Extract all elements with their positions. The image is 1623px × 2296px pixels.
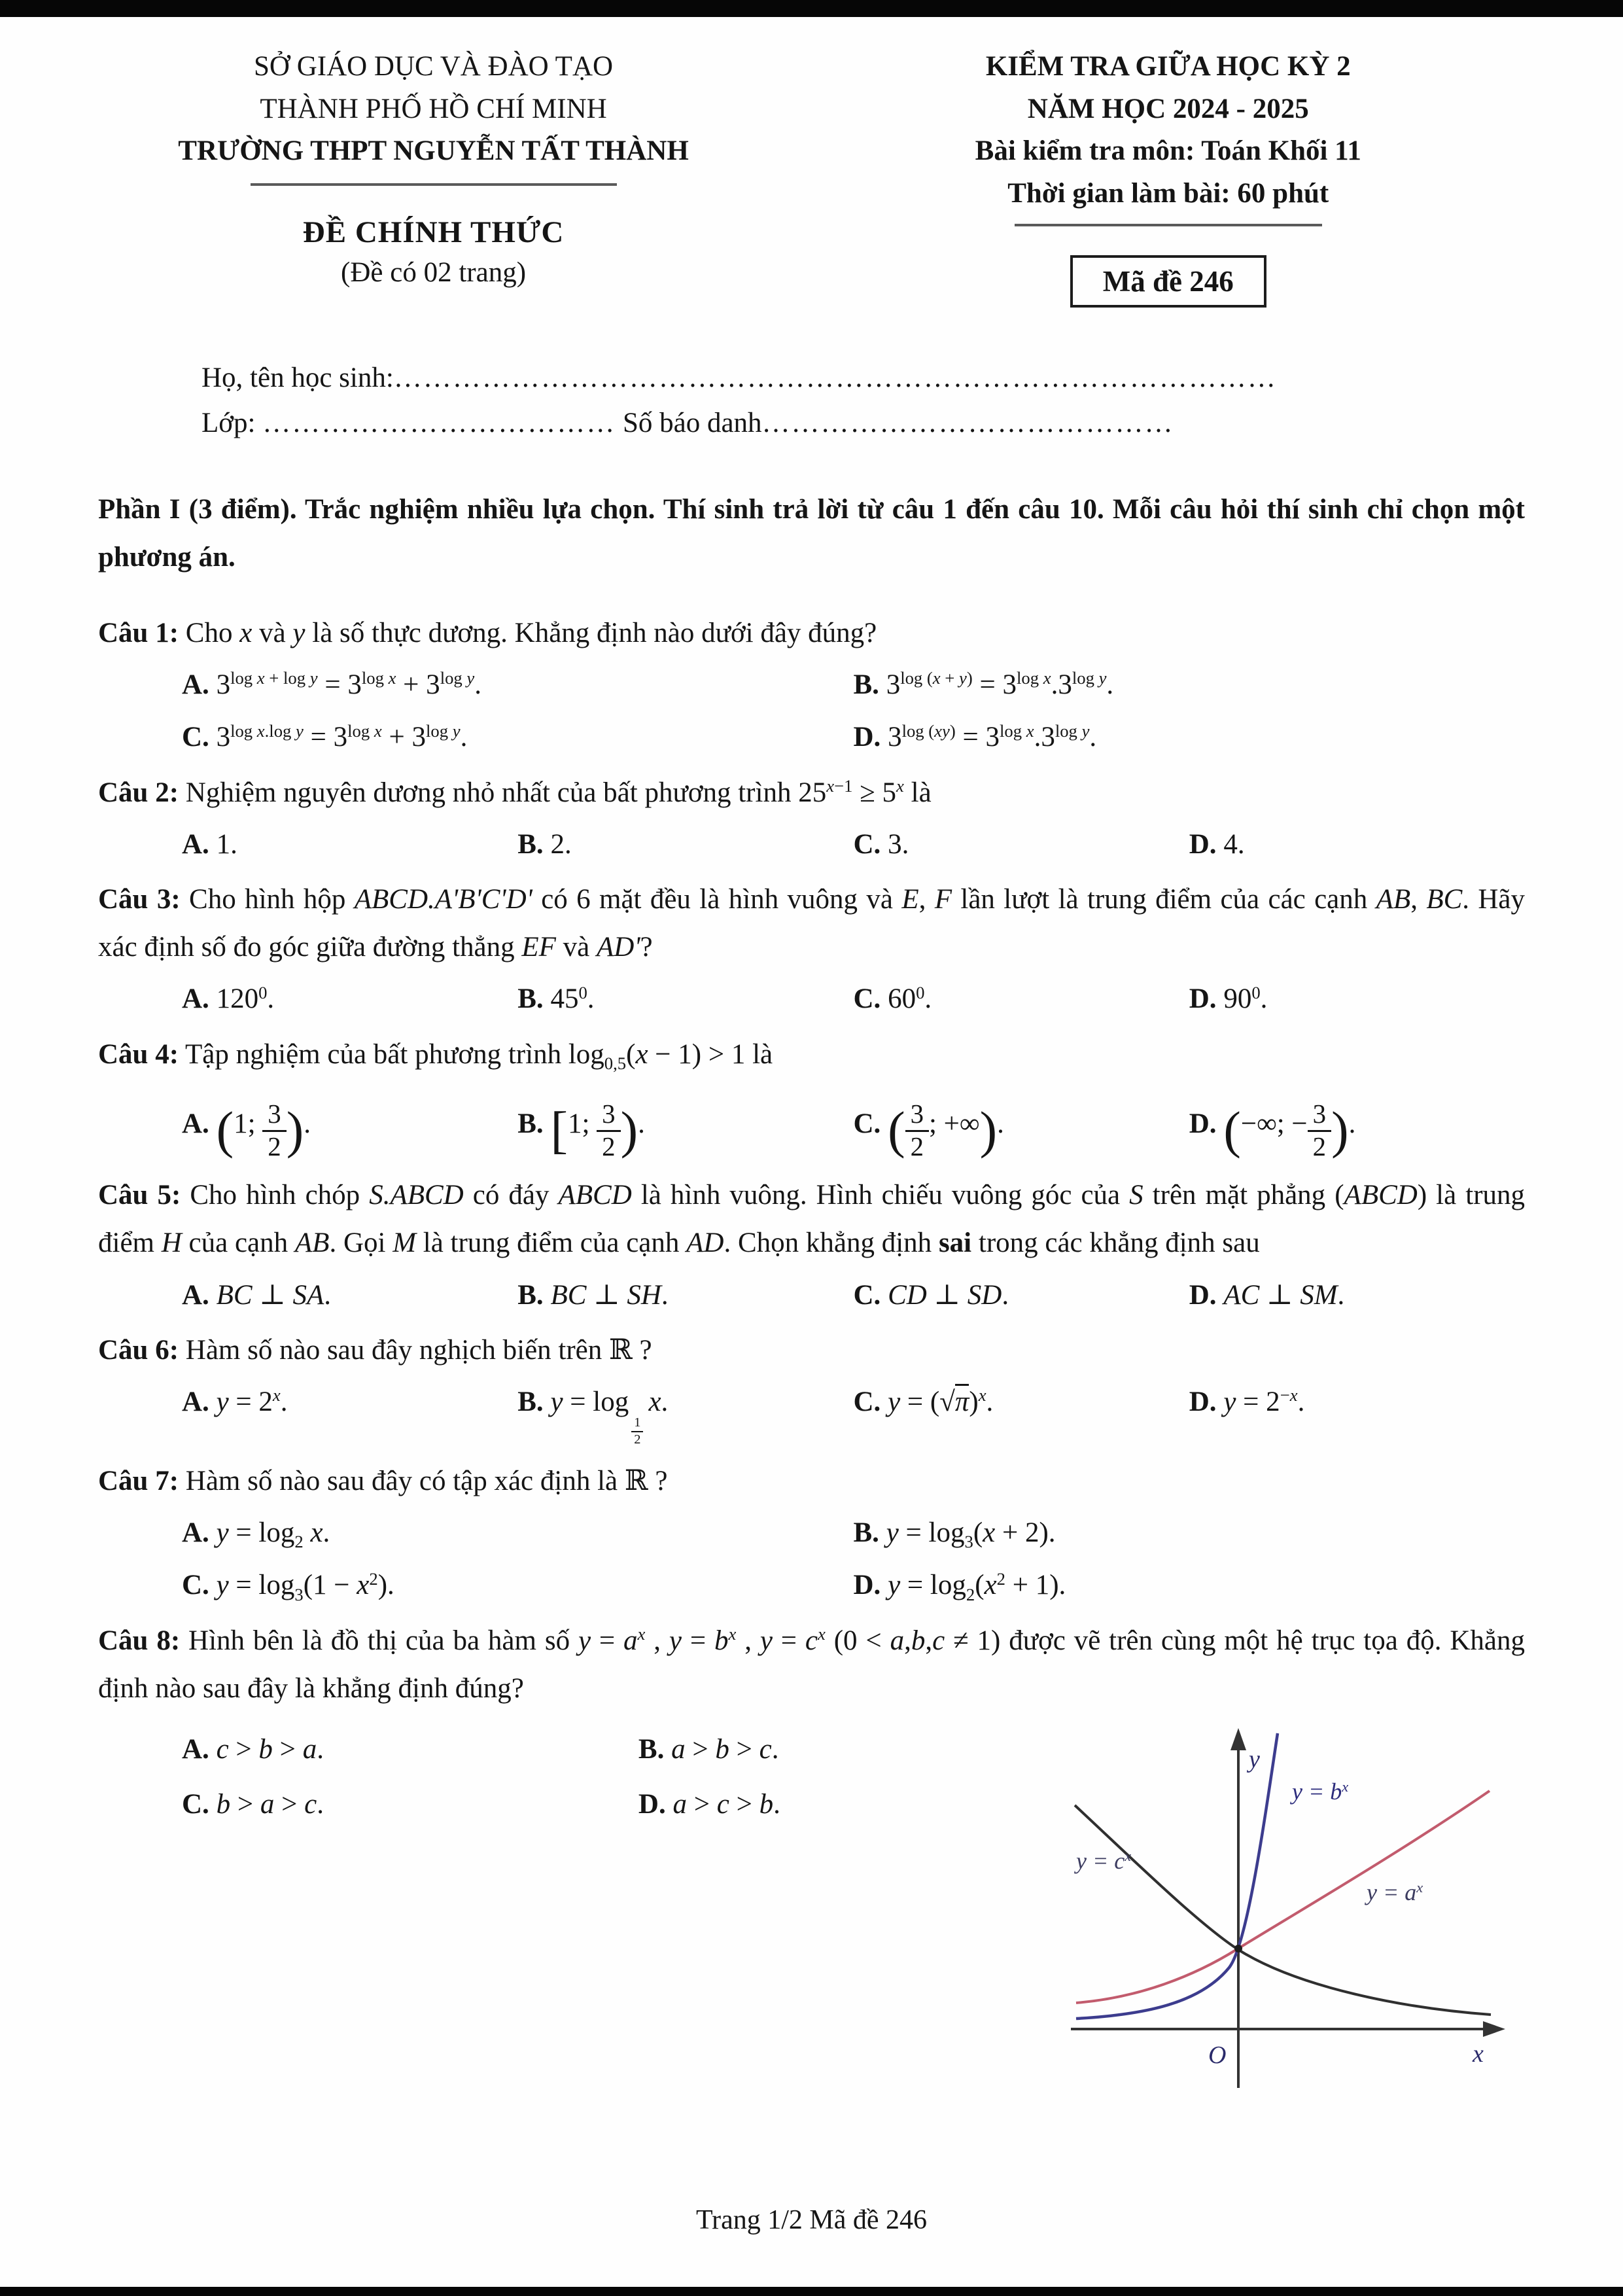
q5-option-A-value: BC ⊥ SA. [216, 1279, 331, 1311]
q5-option-C-letter: C. [853, 1279, 881, 1311]
q4-option-B [517, 1101, 853, 1161]
q3-option-D-letter: D. [1189, 983, 1217, 1015]
question-1 [98, 609, 1525, 758]
q5-option-A [182, 1275, 517, 1316]
q3-option-B [517, 979, 853, 1019]
q3-option-A [182, 979, 517, 1019]
question-3-body: Cho hình hộp ABCD.A'B'C'D' có 6 mặt đều là hình vuông và E, F lần lượt là trung điểm của các cạnh AB, BC. Hãy xác định số đo góc giữa đường thẳng EF và AD'? [98, 884, 1526, 963]
exam-code-box: Mã đề 246 [1070, 255, 1266, 308]
question-8-text [98, 1617, 1525, 1712]
q4-option-D [1189, 1101, 1525, 1161]
question-6-label: Câu 6: [98, 1334, 179, 1366]
q3-option-B-letter: B. [517, 983, 544, 1015]
q3-option-B-value: $45^0$. [550, 982, 595, 1015]
q5-option-A-letter: A. [182, 1279, 209, 1311]
q1-option-C-value: $3^{log x.log y} = 3^{log x} + 3^{log y}$. [216, 720, 468, 753]
q6-option-D-value: $y = 2^{-x}$. [1223, 1385, 1305, 1417]
question-5-text [98, 1171, 1525, 1267]
q6-option-C-value: $y = (√\pi)^x$. [888, 1386, 993, 1417]
q2-option-B [517, 824, 853, 865]
q2-option-C [854, 824, 1189, 865]
question-5-options [98, 1275, 1525, 1316]
student-info [201, 356, 1525, 446]
q7-option-D [854, 1565, 1526, 1606]
q6-option-A-letter: A. [182, 1386, 209, 1417]
q5-option-D-value: AC ⊥ SM. [1223, 1279, 1345, 1311]
q7-option-A-letter: A. [182, 1517, 209, 1549]
question-4-text [98, 1031, 1525, 1078]
question-5-label: Câu 5: [98, 1180, 181, 1211]
student-class-label: Lớp: [201, 407, 256, 438]
question-8-options [98, 1729, 1095, 1826]
q4-option-B-value: [1; $\frac{3}{2}$ ). [550, 1099, 645, 1161]
intersection-point [1234, 1945, 1242, 1952]
q4-option-C-letter: C. [853, 1108, 881, 1139]
q7-option-B-value: $y = \log_3(x + 2)$. [886, 1517, 1056, 1552]
curve-b-label: $y = b^x$ [1292, 1778, 1349, 1805]
student-sbd-blank: …………………………………… [761, 407, 1174, 438]
q8-option-C-letter: C. [182, 1789, 209, 1820]
q1-option-A-value: $3^{log x + log y} = 3^{log x} + 3^{log y}$. [216, 668, 482, 700]
q7-option-D-letter: D. [853, 1570, 881, 1601]
question-3-label: Câu 3: [98, 884, 181, 915]
q6-option-D-letter: D. [1189, 1386, 1217, 1417]
q4-option-C [854, 1101, 1189, 1161]
question-8 [98, 1617, 1525, 2069]
exam-title: KIỂM TRA GIỮA HỌC KỲ 2 [985, 51, 1351, 82]
question-6-body: Hàm số nào sau đây nghịch biến trên ℝ ? [185, 1334, 652, 1366]
q4-option-A [182, 1101, 517, 1161]
q8-option-A [182, 1729, 638, 1770]
q7-option-B [854, 1513, 1526, 1553]
q3-option-C [854, 979, 1189, 1019]
student-sbd-label: Số báo danh [622, 407, 762, 438]
x-axis-arrow [1483, 2021, 1505, 2037]
q1-option-C-letter: C. [182, 722, 209, 753]
curve-c-label: $y = c^x$ [1076, 1847, 1132, 1874]
q6-option-B [517, 1382, 853, 1447]
x-axis-label: x [1473, 2040, 1484, 2068]
q1-option-C [182, 717, 854, 758]
q3-option-A-letter: A. [182, 983, 209, 1015]
q1-option-B-value: $3^{log (x + y)} = 3^{log x}.3^{log y}$. [886, 668, 1114, 700]
school-name: TRƯỜNG THPT NGUYỄN TẤT THÀNH [178, 135, 689, 166]
header-right [812, 46, 1526, 308]
q1-option-A [182, 665, 854, 705]
question-2 [98, 769, 1525, 865]
y-axis-label: y [1249, 1745, 1260, 1773]
q7-option-D-value: $y = \log_2(x^2 + 1)$. [888, 1568, 1066, 1604]
official-exam-label: ĐỀ CHÍNH THỨC [302, 215, 565, 249]
question-7-options [98, 1513, 1525, 1606]
q1-option-B-letter: B. [853, 669, 879, 700]
question-6 [98, 1326, 1525, 1447]
q8-option-D [638, 1784, 1095, 1825]
question-1-label: Câu 1: [98, 617, 179, 648]
question-6-text [98, 1326, 1525, 1374]
question-7-body: Hàm số nào sau đây có tập xác định là ℝ ? [185, 1466, 668, 1497]
city-name: THÀNH PHỐ HỒ CHÍ MINH [260, 93, 607, 124]
q6-option-C [854, 1382, 1189, 1447]
q4-option-D-letter: D. [1189, 1108, 1217, 1139]
origin-label: O [1208, 2041, 1227, 2069]
question-1-options [98, 665, 1525, 758]
question-3-text [98, 875, 1525, 971]
exponential-graph [1062, 1715, 1513, 2108]
q7-option-A-value: $y = \log_2 x$. [216, 1517, 330, 1552]
q7-option-C [182, 1565, 854, 1606]
question-2-text [98, 769, 1525, 817]
q8-option-C-value: b > a > c. [216, 1789, 324, 1820]
q2-option-D-value: 4. [1223, 828, 1245, 860]
exam-subject: Bài kiểm tra môn: Toán Khối 11 [975, 135, 1361, 166]
q8-option-B-letter: B. [638, 1734, 665, 1765]
part1-intro: Phần I (3 điểm). Trắc nghiệm nhiều lựa chọn. Thí sinh trả lời từ câu 1 đến câu 10. Mỗi câu hỏi thí sinh chỉ chọn một phương án. [98, 493, 1525, 573]
question-2-options [98, 824, 1525, 865]
q3-option-D-value: $90^0$. [1223, 982, 1268, 1015]
pages-note: (Đề có 02 trang) [341, 256, 527, 288]
question-3 [98, 875, 1525, 1020]
q4-option-D-value: (−∞; − $\frac{3}{2}$ ). [1223, 1099, 1356, 1161]
q2-option-A-value: 1. [216, 828, 237, 860]
q5-option-C [854, 1275, 1189, 1316]
q5-option-B-value: BC ⊥ SH. [550, 1279, 669, 1311]
q6-option-A-value: $y = 2^x$. [216, 1385, 288, 1417]
q3-option-C-letter: C. [853, 983, 881, 1015]
q6-option-B-value: y = log $\frac{1}{2}$ x. [550, 1386, 669, 1447]
question-7 [98, 1457, 1525, 1606]
q2-option-D-letter: D. [1189, 828, 1217, 860]
question-4-body: Tập nghiệm của bất phương trình $\log_{0,5}(x - 1) > 1$ là [185, 1038, 773, 1073]
question-3-options [98, 979, 1525, 1019]
question-8-label: Câu 8: [98, 1625, 181, 1656]
q7-option-C-letter: C. [182, 1570, 209, 1601]
q2-option-C-letter: C. [853, 828, 881, 860]
scan-border-bottom [0, 2287, 1623, 2296]
question-2-body: Nghiệm nguyên dương nhỏ nhất của bất phương trình $25^{x-1} \ge 5^x$ là [185, 775, 932, 808]
header-left-divider [251, 183, 617, 186]
student-name-blank: ……………………………………………………………………………… [393, 362, 1277, 393]
page-footer: Trang 1/2 Mã đề 246 [695, 2205, 928, 2235]
question-5-body: Cho hình chóp S.ABCD có đáy ABCD là hình vuông. Hình chiếu vuông góc của S trên mặt phẳng (ABCD) là trung điểm H của cạnh AB. Gọi M là trung điểm của cạnh AD. Chọn khẳng định sai trong các khẳng định sau [98, 1180, 1526, 1259]
question-7-text [98, 1457, 1525, 1505]
q4-option-B-letter: B. [517, 1108, 544, 1139]
q5-option-C-value: CD ⊥ SD. [888, 1279, 1009, 1311]
q6-option-D [1189, 1382, 1525, 1447]
q8-option-B [638, 1729, 1095, 1770]
q3-option-D [1189, 979, 1525, 1019]
header-right-divider [1015, 224, 1322, 226]
q8-option-D-letter: D. [638, 1789, 666, 1820]
q2-option-D [1189, 824, 1525, 865]
student-name-line [201, 356, 1525, 401]
student-class-blank: ……………………………… [262, 407, 616, 438]
question-8-body: Hình bên là đồ thị của ba hàm số $y = a^x$ , $y = b^x$ , $y = c^x$ (0 < a,b,c ≠ 1) được vẽ trên cùng một hệ trục tọa độ. Khẳng định nào sau đây là khẳng định đúng? [98, 1624, 1525, 1704]
q2-option-C-value: 3. [888, 828, 909, 860]
q2-option-B-letter: B. [517, 828, 544, 860]
y-axis-arrow [1230, 1728, 1246, 1750]
q7-option-B-letter: B. [853, 1517, 879, 1549]
q8-option-A-letter: A. [182, 1734, 209, 1765]
school-year: NĂM HỌC 2024 - 2025 [1027, 93, 1309, 124]
q6-option-A [182, 1382, 517, 1447]
q3-option-C-value: $60^0$. [888, 982, 932, 1015]
question-5 [98, 1171, 1525, 1316]
q8-option-B-value: a > b > c. [671, 1734, 779, 1765]
q1-option-D-value: $3^{log (xy)} = 3^{log x}.3^{log y}$. [888, 720, 1097, 753]
graph-canvas [1062, 1715, 1513, 2108]
q8-option-C [182, 1784, 638, 1825]
question-6-options [98, 1382, 1525, 1447]
q4-option-C-value: ( $\frac{3}{2}$ ; +∞). [888, 1099, 1004, 1161]
q7-option-C-value: $y = \log_3(1 - x^2)$. [216, 1568, 394, 1604]
curve-a-label: $y = a^x$ [1367, 1879, 1423, 1905]
q1-option-B [854, 665, 1526, 705]
q2-option-A [182, 824, 517, 865]
question-4-options [98, 1101, 1525, 1161]
q2-option-B-value: 2. [550, 828, 572, 860]
q1-option-D-letter: D. [853, 722, 881, 753]
q3-option-A-value: $120^0$. [216, 982, 275, 1015]
q7-option-A [182, 1513, 854, 1553]
q6-option-B-letter: B. [517, 1386, 544, 1417]
q5-option-D-letter: D. [1189, 1279, 1217, 1311]
q5-option-D [1189, 1275, 1525, 1316]
q5-option-B [517, 1275, 853, 1316]
question-1-body: Cho x và y là số thực dương. Khẳng định nào dưới đây đúng? [185, 617, 877, 648]
q6-option-C-letter: C. [853, 1386, 881, 1417]
q1-option-D [854, 717, 1526, 758]
student-name-label: Họ, tên học sinh: [201, 362, 394, 393]
exam-header [98, 46, 1525, 308]
q2-option-A-letter: A. [182, 828, 209, 860]
department-name: SỞ GIÁO DỤC VÀ ĐÀO TẠO [253, 51, 614, 82]
q4-option-A-value: (1; $\frac{3}{2}$ ). [216, 1099, 311, 1161]
exam-duration: Thời gian làm bài: 60 phút [1007, 177, 1329, 209]
curve-b-exponential-steep [1076, 1733, 1278, 2019]
curve-c-exponential-decreasing [1075, 1805, 1491, 2015]
q1-option-A-letter: A. [182, 669, 209, 700]
q8-option-D-value: a > c > b. [672, 1789, 780, 1820]
question-2-label: Câu 2: [98, 777, 179, 808]
q4-option-A-letter: A. [182, 1108, 209, 1139]
question-7-label: Câu 7: [98, 1466, 179, 1497]
q8-option-A-value: c > b > a. [216, 1734, 324, 1765]
question-1-text [98, 609, 1525, 657]
q5-option-B-letter: B. [517, 1279, 544, 1311]
question-4 [98, 1031, 1525, 1161]
header-left [98, 46, 769, 289]
question-4-label: Câu 4: [98, 1038, 179, 1070]
student-class-line [201, 401, 1525, 446]
